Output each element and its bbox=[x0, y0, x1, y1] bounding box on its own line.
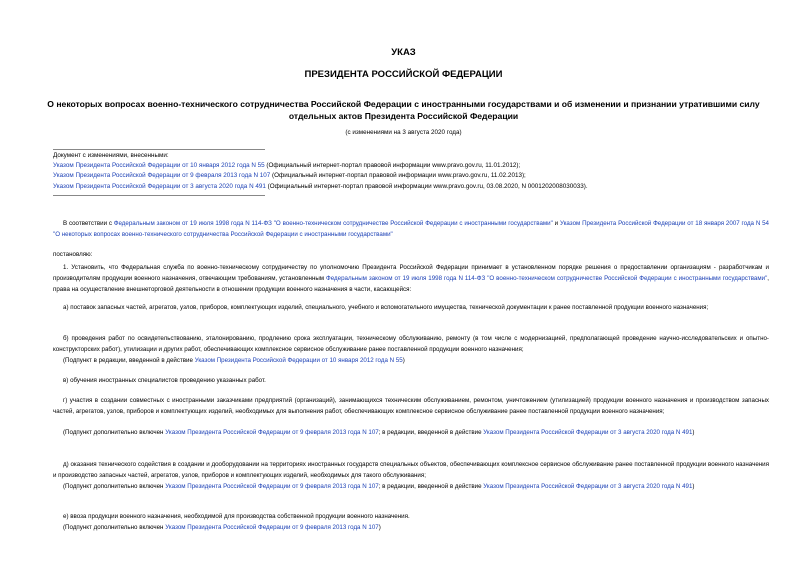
amend-link-2013[interactable]: Указом Президента Российской Федерации от 9 февраля 2013 года N 107 bbox=[165, 429, 379, 436]
federal-law-link-2[interactable]: Федеральным законом от 19 июля 1998 года N 114-ФЗ "О военно-техническом сотрудничестве Российской Федерации с иностранными государствами" bbox=[326, 275, 768, 282]
changes-top-rule bbox=[53, 149, 265, 150]
subparagraph-g: г) участия в создании совместных с иностранными заказчиками предприятий (организаций), занимающихся техническим обслуживанием, ремонтом, уничтожением (утилизацией) продукции военного назначения и производством запасных частей, агрегатов, узлов, приборов и комплектующих изделий, необходимых для выполнения работ, обеспечивающих комплексное сервисное обслуживание ранее поставленной продукции военного назначения; bbox=[53, 397, 769, 415]
document-title: О некоторых вопросах военно-технического сотрудничества Российской Федерации с иностранными государствами и об изменении и признании утратившими силу отдельных актов Президента Российской Федерации bbox=[47, 99, 760, 121]
subparagraph-d-note: (Подпункт дополнительно включен Указом Президента Российской Федерации от 9 февраля 2013 года N 107; в редакции, введенной в действие Указом Президента Российской Федерации от 3 августа 2020 года N 491) bbox=[63, 483, 695, 490]
change-link-3[interactable]: Указом Президента Российской Федерации от 3 августа 2020 года N 491 bbox=[53, 182, 266, 190]
subparagraph-v: в) обучения иностранных специалистов проведению указанных работ. bbox=[63, 377, 266, 384]
subparagraph-e-note: (Подпункт дополнительно включен Указом Президента Российской Федерации от 9 февраля 2013 года N 107) bbox=[63, 524, 381, 531]
subparagraph-e: е) ввоза продукции военного назначения, необходимой для производства собственной продукции военного назначения. bbox=[63, 513, 410, 520]
changes-header: Документ с изменениями, внесенными: bbox=[53, 152, 169, 159]
subparagraph-d: д) оказания технического содействия в создании и дооборудовании на территориях иностранных государств специальных объектов, обеспечивающих комплексное сервисное обслуживание ранее поставленной продукции военного назначения и производство запасных частей, агрегатов, узлов, приборов и комплектующих изделий, необходимых для такого обслуживания; bbox=[53, 461, 769, 479]
subparagraph-g-note: (Подпункт дополнительно включен Указом Президента Российской Федерации от 9 февраля 2013 года N 107; в редакции, введенной в действие Указом Президента Российской Федерации от 3 августа 2020 года N 491) bbox=[63, 429, 695, 436]
changes-item: Указом Президента Российской Федерации от 9 февраля 2013 года N 107 (Официальный интернет-портал правовой информации www.pravo.gov.ru, 11.02.2013); bbox=[53, 172, 526, 180]
decree-word: постановляю: bbox=[53, 251, 93, 258]
changes-block bbox=[53, 151, 773, 192]
decree-heading: УКАЗ bbox=[391, 47, 416, 58]
paragraph-1: 1. Установить, что Федеральная служба по военно-техническому сотрудничеству по уполномочию Президента Российской Федерации принимает в установленном порядке решения о предоставлении организациям - разработчикам и производителям продукции военного назначения, отвечающим требованиям, установленным Федеральным законом от 19 июля 1998 года N 114-ФЗ "О военно-техническом сотрудничестве Российской Федерации с иностранными государствами", права на осуществление внешнеторговой деятельности в отношении продукции военного назначения в части, касающейся: bbox=[53, 264, 769, 293]
revision-note: (с изменениями на 3 августа 2020 года) bbox=[345, 129, 462, 136]
federal-law-link[interactable]: Федеральным законом от 19 июля 1998 года N 114-ФЗ "О военно-техническом сотрудничестве Российской Федерации с иностранными государствами" bbox=[113, 220, 553, 227]
changes-item: Указом Президента Российской Федерации от 3 августа 2020 года N 491 (Официальный интернет-портал правовой информации www.pravo.gov.ru, 03.08.2020, N 0001202008030033). bbox=[53, 182, 588, 190]
change-link-2[interactable]: Указом Президента Российской Федерации от 9 февраля 2013 года N 107 bbox=[53, 172, 271, 180]
president-heading: ПРЕЗИДЕНТА РОССИЙСКОЙ ФЕДЕРАЦИИ bbox=[304, 69, 503, 80]
amend-link-2013-b[interactable]: Указом Президента Российской Федерации от 9 февраля 2013 года N 107 bbox=[165, 483, 379, 490]
amend-link-2012[interactable]: Указом Президента Российской Федерации от 10 января 2012 года N 55 bbox=[194, 357, 403, 364]
changes-bottom-rule bbox=[53, 195, 265, 196]
changes-item: Указом Президента Российской Федерации от 10 января 2012 года N 55 (Официальный интернет-портал правовой информации www.pravo.gov.ru, 11.01.2012); bbox=[53, 162, 521, 170]
subparagraph-a: а) поставок запасных частей, агрегатов, узлов, приборов, комплектующих изделий, специального, учебного и вспомогательного имущества, технической документации к ранее поставленной продукции военного назначения; bbox=[63, 304, 709, 311]
subparagraph-b: б) проведения работ по освидетельствованию, эталонированию, продлению срока эксплуатации, техническому обслуживанию, ремонту (в том числе с модернизацией, предполагающей проведение научно-исследовательских и опытно-конструкторских работ), утилизации и других работ, обеспечивающих комплексное сервисное обслуживание ранее поставленной продукции военного назначения; bbox=[53, 335, 769, 353]
amend-link-2020-b[interactable]: Указом Президента Российской Федерации от 3 августа 2020 года N 491 bbox=[483, 483, 693, 490]
preamble: В соответствии с Федеральным законом от 19 июля 1998 года N 114-ФЗ "О военно-техническом сотрудничестве Российской Федерации с иностранными государствами" и Указом Президента Российской Федерации от 18 января 2007 года N 54 "О некоторых вопросах военно-технического сотрудничества Российской Федерации с иностранными государствами" bbox=[53, 220, 769, 238]
amend-link-2013-c[interactable]: Указом Президента Российской Федерации от 9 февраля 2013 года N 107 bbox=[165, 524, 379, 531]
decree-2007-link[interactable]: Указом Президента Российской Федерации от 18 января 2007 года N 54 "О некоторых вопросах военно-технического сотрудничества Российской Федерации с иностранными государствами" bbox=[53, 220, 769, 238]
subparagraph-b-note: (Подпункт в редакции, введенной в действие Указом Президента Российской Федерации от 10 января 2012 года N 55) bbox=[63, 357, 405, 364]
amend-link-2020[interactable]: Указом Президента Российской Федерации от 3 августа 2020 года N 491 bbox=[483, 429, 693, 436]
change-link-1[interactable]: Указом Президента Российской Федерации от 10 января 2012 года N 55 bbox=[53, 162, 265, 170]
